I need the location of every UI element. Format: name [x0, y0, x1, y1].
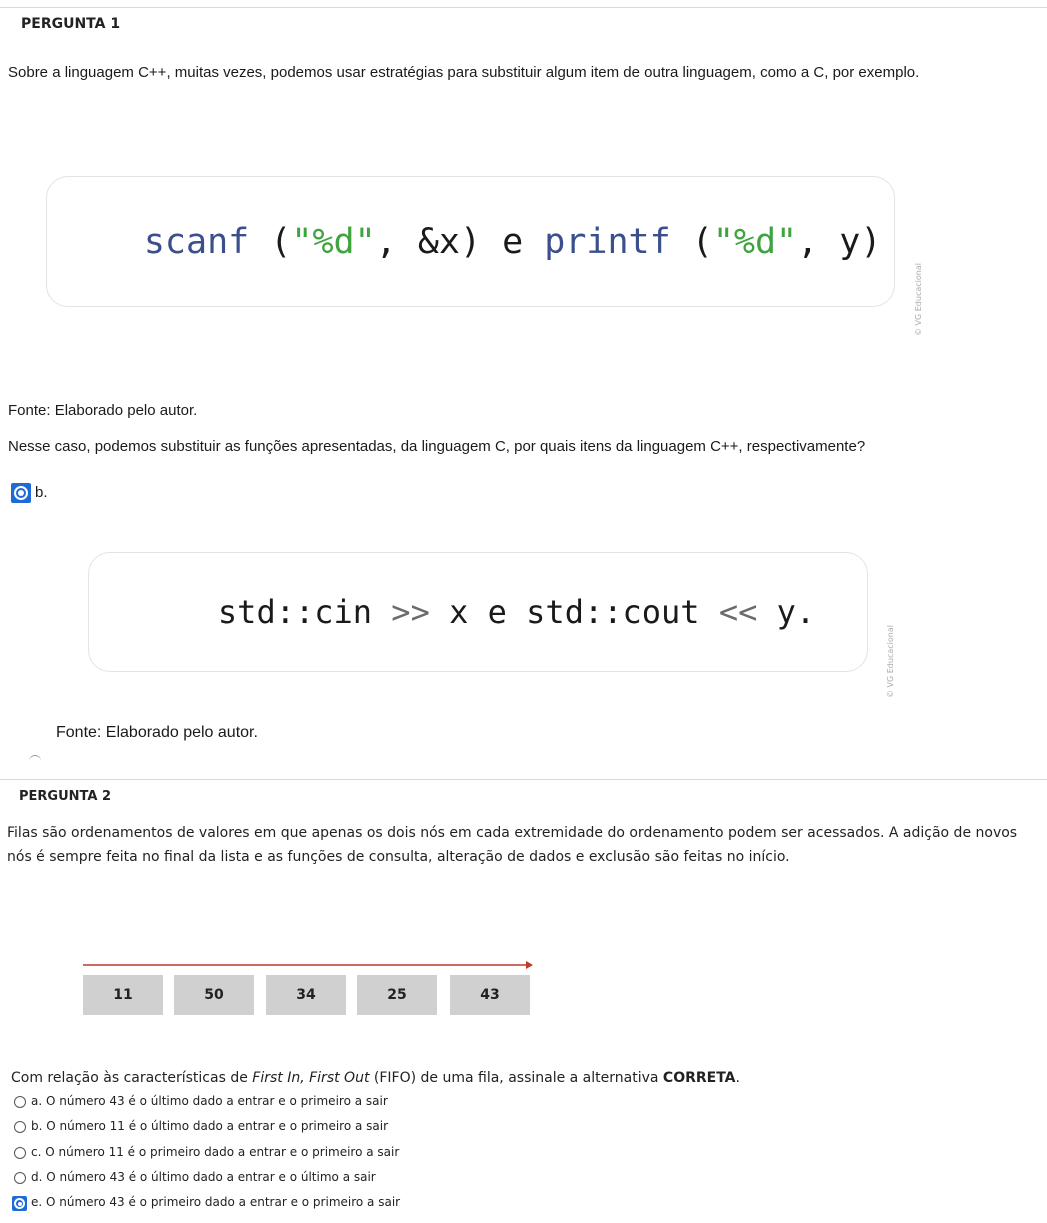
- radio-dot-icon: [18, 1202, 22, 1206]
- code-mid: , &x) e: [375, 221, 545, 262]
- option-c-radio[interactable]: [14, 1147, 26, 1159]
- prompt-end: .: [735, 1070, 740, 1086]
- prompt-pre: Com relação às características de: [11, 1070, 253, 1086]
- question-2-prompt: [11, 1070, 740, 1086]
- answer-code-op-1: >>: [391, 593, 430, 631]
- code-fn-printf: printf: [544, 221, 671, 262]
- option-c-label[interactable]: c. O número 11 é o primeiro dado a entrar e o primeiro a sair: [31, 1145, 400, 1159]
- code-format-2: "%d": [712, 221, 798, 262]
- code-paren-2: (: [670, 221, 713, 262]
- prompt-mid: (FIFO) de uma fila, assinale a alternativa: [369, 1070, 663, 1086]
- queue-cell: 34: [266, 975, 346, 1015]
- prompt-bold: CORRETA: [662, 1070, 736, 1086]
- radio-dot-icon: [18, 490, 24, 496]
- answer-code-image: [88, 552, 868, 672]
- answer-code-part-2: x e std::cout: [429, 593, 719, 631]
- answer-code-part-3: y.: [757, 593, 816, 631]
- code-paren-1: (: [249, 221, 292, 262]
- code-end: , y): [797, 221, 882, 262]
- queue-cell: 11: [83, 975, 163, 1015]
- option-d-radio[interactable]: [14, 1172, 26, 1184]
- question-divider: [0, 779, 1047, 780]
- code-format-1: "%d": [291, 221, 376, 262]
- code-fn-scanf: scanf: [143, 221, 250, 262]
- option-e-label[interactable]: e. O número 43 é o primeiro dado a entrar e o primeiro a sair: [31, 1195, 401, 1209]
- question-2-header: PERGUNTA 2: [19, 789, 112, 804]
- option-a-label[interactable]: a. O número 43 é o último dado a entrar e o primeiro a sair: [31, 1094, 388, 1108]
- option-b-label[interactable]: b.: [35, 484, 48, 501]
- prompt-italic: First In, First Out: [252, 1070, 370, 1086]
- option-b-radio[interactable]: [14, 1121, 26, 1133]
- option-a-radio[interactable]: [14, 1096, 26, 1108]
- radio-ring-icon: [14, 1198, 25, 1209]
- question-1-source: Fonte: Elaborado pelo autor.: [8, 402, 198, 419]
- queue-cell: 25: [357, 975, 437, 1015]
- option-e-radio-selected[interactable]: [12, 1196, 27, 1211]
- watermark-2: © VG Educacional: [886, 625, 895, 698]
- option-d-label[interactable]: d. O número 43 é o último dado a entrar e o último a sair: [31, 1170, 376, 1184]
- question-1-prompt: Nesse caso, podemos substituir as funções apresentadas, da linguagem C, por quais itens da linguagem C++, respectivamente?: [8, 438, 866, 455]
- answer-code-op-2: <<: [718, 593, 758, 631]
- queue-cell: 50: [174, 975, 254, 1015]
- watermark-1: © VG Educacional: [914, 263, 923, 336]
- option-b-radio-selected[interactable]: [11, 483, 31, 503]
- queue-cell: 43: [450, 975, 530, 1015]
- code-image-c: [46, 176, 895, 307]
- partial-arc-icon: [29, 755, 41, 761]
- top-divider: [0, 7, 1047, 8]
- answer-source: Fonte: Elaborado pelo autor.: [56, 724, 258, 741]
- queue-arrow-icon: [80, 958, 536, 972]
- option-b-label[interactable]: b. O número 11 é o último dado a entrar e o primeiro a sair: [31, 1119, 389, 1133]
- question-1-statement: Sobre a linguagem C++, muitas vezes, podemos usar estratégias para substituir algum item de outra linguagem, como a C, por exemplo.: [8, 64, 920, 81]
- radio-ring-icon: [14, 486, 28, 500]
- question-2-statement: Filas são ordenamentos de valores em que apenas os dois nós em cada extremidade do ordenamento podem ser acessados. A adição de novos nós é sempre feita no final da lista e as funções de consulta, alteração de dados e exclusão são feitas no início.: [7, 825, 1018, 865]
- question-1-header: PERGUNTA 1: [21, 16, 121, 32]
- answer-code-part-1: std::cin: [217, 593, 392, 631]
